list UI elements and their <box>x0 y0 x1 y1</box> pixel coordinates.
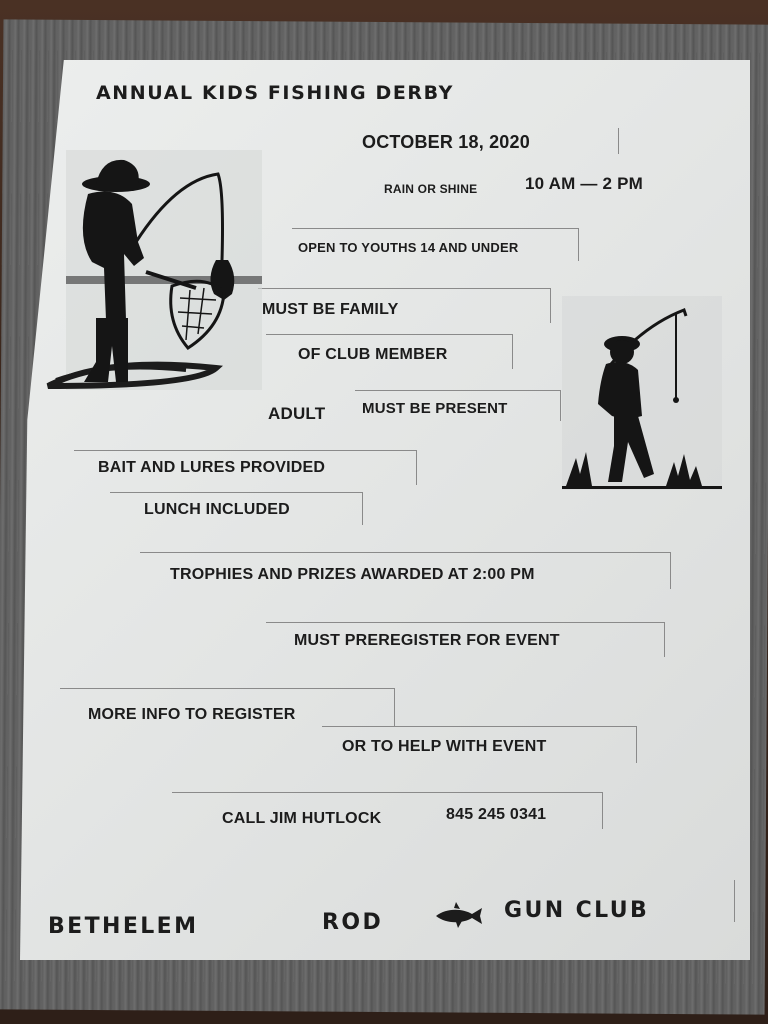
family-line-1: MUST BE FAMILY <box>262 301 399 318</box>
child-fishing-net-silhouette <box>46 150 262 394</box>
trophies-text: TROPHIES AND PRIZES AWARDED AT 2:00 PM <box>170 566 535 583</box>
club-name-part3: GUN CLUB <box>504 898 650 923</box>
contact-phone: 845 245 0341 <box>446 806 547 823</box>
event-time: 10 AM — 2 PM <box>525 174 643 193</box>
bait-provided: BAIT AND LURES PROVIDED <box>98 459 326 476</box>
preregister-text: MUST PREREGISTER FOR EVENT <box>294 632 560 649</box>
event-date: OCTOBER 18, 2020 <box>362 132 530 152</box>
club-name-part2: ROD <box>322 910 384 935</box>
family-line-2: OF CLUB MEMBER <box>298 346 448 363</box>
adult-present: MUST BE PRESENT <box>362 400 508 417</box>
info-line-1: MORE INFO TO REGISTER <box>88 706 296 723</box>
rain-or-shine: RAIN OR SHINE <box>384 182 478 196</box>
adult-label: ADULT <box>268 404 326 423</box>
child-holding-rod-silhouette <box>562 296 722 490</box>
fish-logo-icon <box>432 900 486 930</box>
info-line-2: OR TO HELP WITH EVENT <box>342 738 547 755</box>
flyer-title: ANNUAL KIDS FISHING DERBY <box>96 82 455 104</box>
lunch-included: LUNCH INCLUDED <box>144 501 290 518</box>
contact-name: CALL JIM HUTLOCK <box>222 810 382 827</box>
club-name-part1: BETHELEM <box>48 914 199 939</box>
eligibility-text: OPEN TO YOUTHS 14 AND UNDER <box>298 240 519 255</box>
